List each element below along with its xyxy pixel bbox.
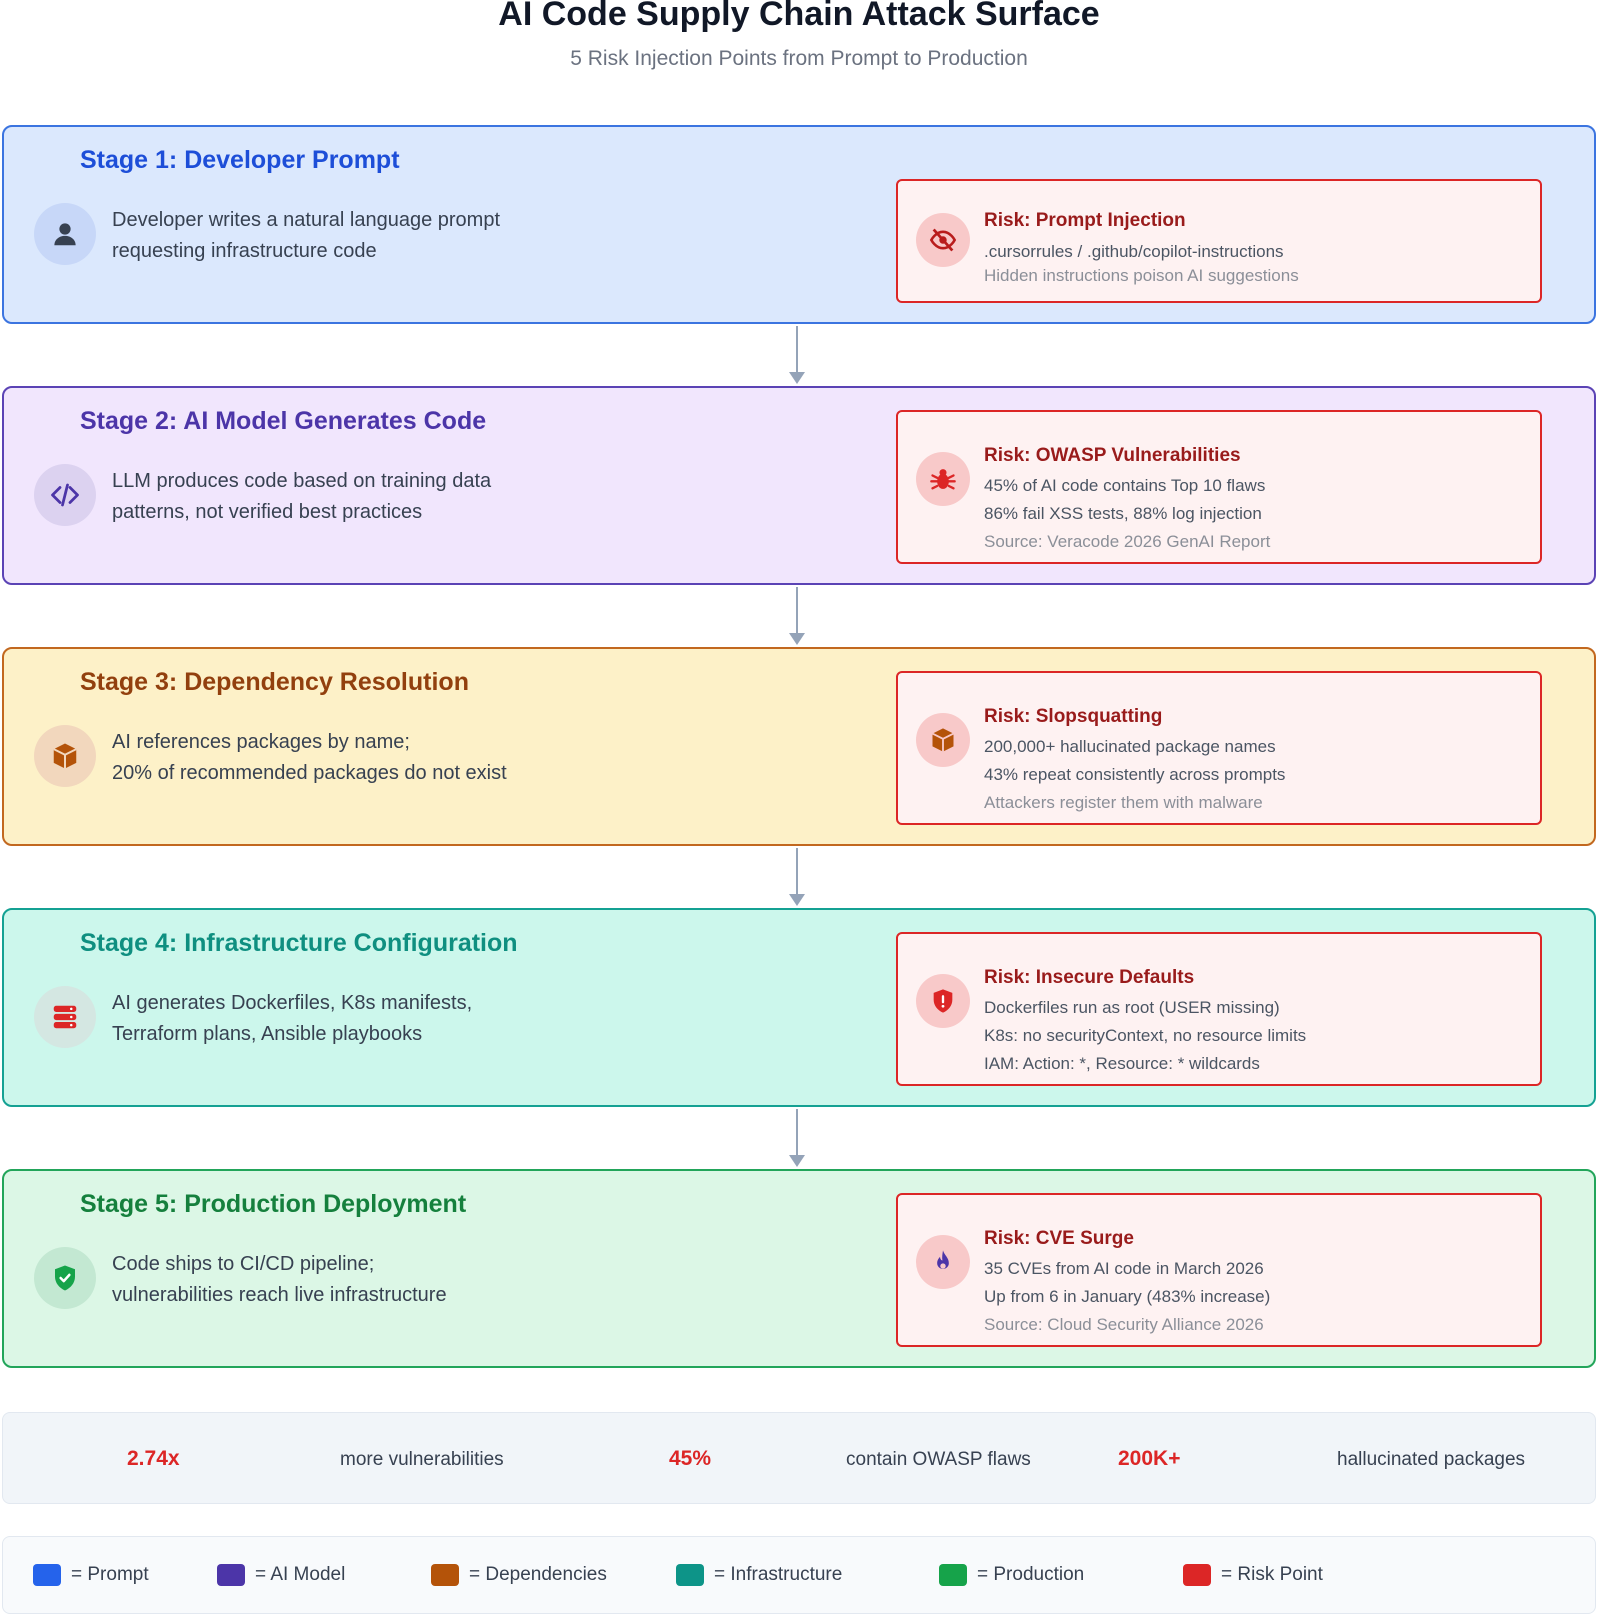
stat-value: 45% [669,1447,712,1470]
stage-1-card [2,125,1596,324]
shield-alert-icon [916,974,970,1028]
risk-detail: K8s: no securityContext, no resource limits [984,1026,1307,1045]
legend-item: = Prompt [33,1563,149,1587]
legend-item: = Infrastructure [676,1563,842,1587]
legend-swatch [939,1564,967,1586]
package-icon [916,713,970,767]
stat-value: 200K+ [1118,1447,1181,1470]
risk-detail: Dockerfiles run as root (USER missing) [984,998,1280,1017]
risk-detail: 86% fail XSS tests, 88% log injection [984,504,1262,523]
legend-swatch [33,1564,61,1586]
risk-detail: Source: Cloud Security Alliance 2026 [984,1315,1264,1334]
legend [2,1536,1596,1614]
flow-arrow [796,1109,798,1157]
shield-check-icon [34,1247,96,1309]
stage-title: Stage 2: AI Model Generates Code [80,407,487,435]
stage-description: LLM produces code based on training data patterns, not verified best practices [112,470,492,523]
stage-title: Stage 3: Dependency Resolution [80,668,469,696]
risk-title: Risk: Prompt Injection [984,210,1186,231]
legend-swatch [431,1564,459,1586]
stage-description: AI generates Dockerfiles, K8s manifests, Terraform plans, Ansible playbooks [112,992,473,1045]
risk-box [896,1193,1542,1347]
stage-description: Code ships to CI/CD pipeline; vulnerabilities reach live infrastructure [112,1253,447,1306]
risk-detail: Up from 6 in January (483% increase) [984,1287,1271,1306]
risk-detail: 200,000+ hallucinated package names [984,737,1276,756]
risk-detail: Hidden instructions poison AI suggestions [984,266,1299,285]
risk-title: Risk: CVE Surge [984,1228,1134,1249]
stage-2-card [2,386,1596,585]
risk-detail: 45% of AI code contains Top 10 flaws [984,476,1266,495]
page-subtitle: 5 Risk Injection Points from Prompt to Production [570,47,1028,70]
risk-title: Risk: Slopsquatting [984,706,1163,727]
risk-box [896,932,1542,1086]
legend-swatch [217,1564,245,1586]
risk-title: Risk: OWASP Vulnerabilities [984,445,1241,466]
risk-detail: Attackers register them with malware [984,793,1263,812]
legend-item: = Dependencies [431,1563,607,1587]
flow-arrow [796,587,798,635]
code-icon [34,464,96,526]
stage-description: Developer writes a natural language prompt requesting infrastructure code [112,209,500,262]
stats-bar [2,1412,1596,1504]
flow-arrow [796,848,798,896]
risk-detail: Source: Veracode 2026 GenAI Report [984,532,1271,551]
stage-description: AI references packages by name; 20% of recommended packages do not exist [112,731,507,784]
stat-value: 2.74x [127,1447,180,1470]
stage-3-card [2,647,1596,846]
server-icon [34,986,96,1048]
risk-detail: 35 CVEs from AI code in March 2026 [984,1259,1264,1278]
risk-box [896,671,1542,825]
stage-4-card [2,908,1596,1107]
legend-swatch [676,1564,704,1586]
risk-detail: 43% repeat consistently across prompts [984,765,1286,784]
legend-item: = Risk Point [1183,1563,1323,1587]
stat-label: more vulnerabilities [340,1449,504,1470]
stat-label: contain OWASP flaws [846,1449,1031,1470]
risk-detail: IAM: Action: *, Resource: * wildcards [984,1054,1260,1073]
page-title: AI Code Supply Chain Attack Surface [498,0,1100,33]
stat-label: hallucinated packages [1337,1449,1526,1470]
risk-detail: .cursorrules / .github/copilot-instructions [984,242,1284,261]
legend-swatch [1183,1564,1211,1586]
eye-slash-icon [916,213,970,267]
risk-title: Risk: Insecure Defaults [984,967,1195,988]
risk-box [896,179,1542,303]
stage-title: Stage 5: Production Deployment [80,1190,467,1218]
stage-5-card [2,1169,1596,1368]
fire-icon [916,1235,970,1289]
flow-arrow [796,326,798,374]
stage-title: Stage 1: Developer Prompt [80,146,400,174]
user-icon [34,203,96,265]
bug-icon [916,452,970,506]
legend-item: = Production [939,1563,1084,1587]
package-icon [34,725,96,787]
legend-item: = AI Model [217,1563,345,1587]
risk-box [896,410,1542,564]
stage-title: Stage 4: Infrastructure Configuration [80,929,518,957]
